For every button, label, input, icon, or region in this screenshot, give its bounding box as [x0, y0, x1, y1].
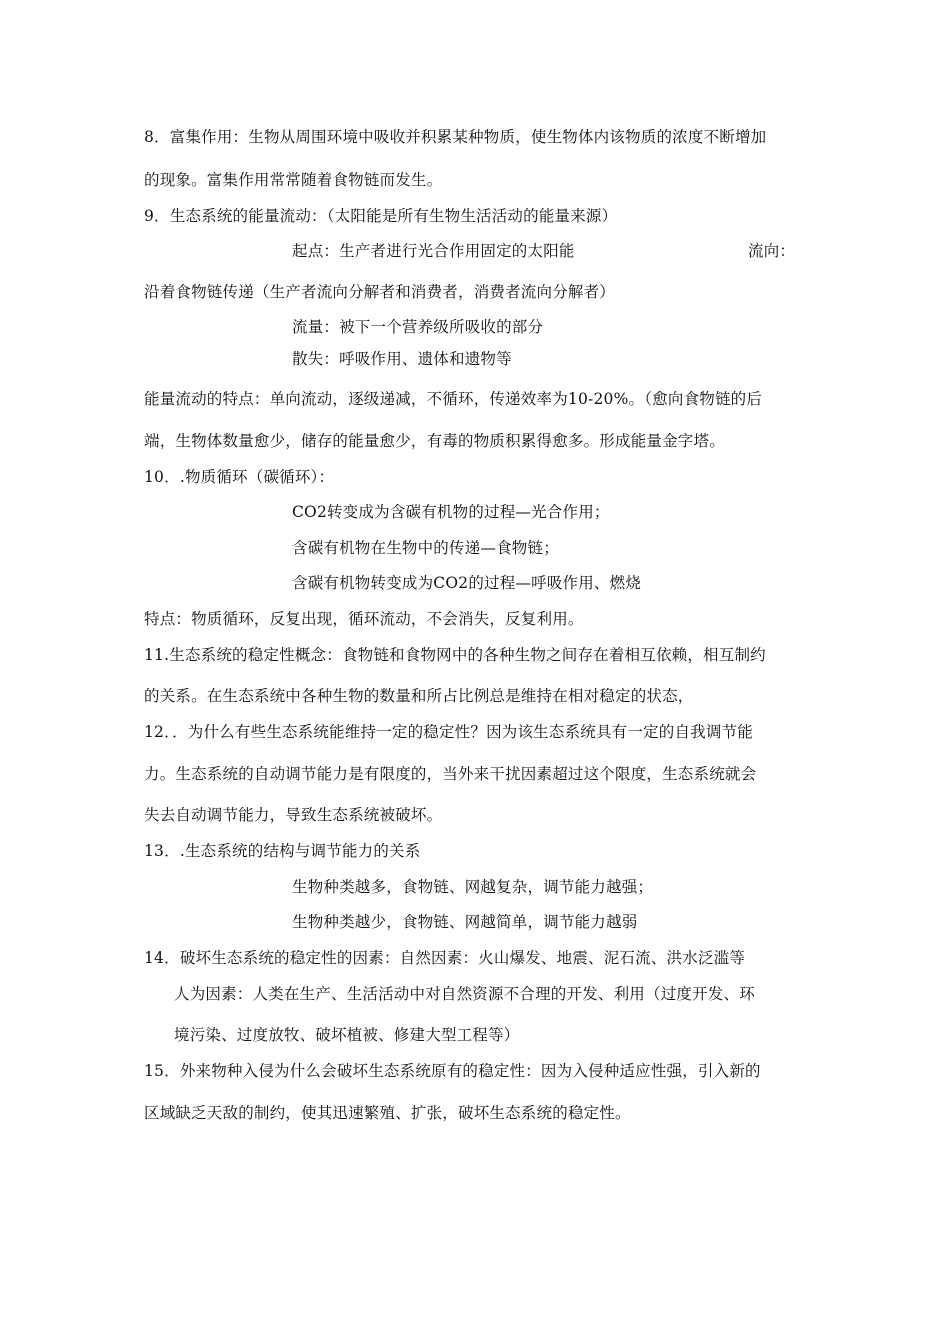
energy-dissipation: 散失：呼吸作用、遗体和遗物等 — [292, 350, 512, 368]
carbon-cycle-feature: 特点：物质循环，反复出现，循环流动，不会消失，反复利用。 — [144, 610, 584, 628]
item-12-line-1: 12．．为什么有些生态系统能维持一定的稳定性？因为该生态系统具有一定的自我调节能 — [144, 723, 753, 741]
item-15-line-1: 15．外来物种入侵为什么会破坏生态系统原有的稳定性：因为入侵种适应性强，引入新的 — [144, 1062, 761, 1080]
item-8-line-2: 的现象。富集作用常常随着食物链而发生。 — [144, 171, 443, 189]
structure-relation-1: 生物种类越多，食物链、网越复杂，调节能力越强； — [292, 878, 654, 896]
item-14-line-3: 境污染、过度放牧、破坏植被、修建大型工程等） — [174, 1026, 520, 1044]
energy-flow-amount: 流量：被下一个营养级所吸收的部分 — [292, 318, 544, 336]
item-14-line-2: 人为因素：人类在生产、生活活动中对自然资源不合理的开发、利用（过度开发、环 — [174, 985, 755, 1003]
item-13-heading: 13．.生态系统的结构与调节能力的关系 — [144, 842, 421, 860]
item-11-line-2: 的关系。在生态系统中各种生物的数量和所占比例总是维持在相对稳定的状态， — [144, 687, 694, 705]
structure-relation-2: 生物种类越少，食物链、网越简单，调节能力越弱 — [292, 913, 638, 931]
item-14-line-1: 14．破坏生态系统的稳定性的因素：自然因素：火山爆发、地震、泥石流、洪水泛滥等 — [144, 949, 746, 967]
item-11-line-1: 11.生态系统的稳定性概念：食物链和食物网中的各种生物之间存在着相互依赖，相互制约 — [144, 646, 766, 664]
energy-direction-label: 流向： — [748, 242, 796, 260]
item-12-line-3: 失去自动调节能力，导致生态系统被破坏。 — [144, 806, 443, 824]
energy-direction-text: 沿着食物链传递（生产者流向分解者和消费者，消费者流向分解者） — [144, 283, 616, 301]
item-9-heading: 9．生态系统的能量流动：（太阳能是所有生物生活活动的能量来源） — [144, 207, 618, 225]
energy-start-point: 起点：生产者进行光合作用固定的太阳能 — [292, 242, 575, 260]
item-8-line-1: 8．富集作用：生物从周围环境中吸收并积累某种物质，使生物体内该物质的浓度不断增加 — [144, 128, 767, 146]
energy-feature-line-1: 能量流动的特点：单向流动，逐级递减，不循环，传递效率为10-20%。（愈向食物链的后 — [144, 390, 763, 408]
item-12-line-2: 力。生态系统的自动调节能力是有限度的，当外来干扰因素超过这个限度，生态系统就会 — [144, 765, 757, 783]
item-10-heading: 10．.物质循环（碳循环）： — [144, 468, 335, 486]
item-15-line-2: 区域缺乏天敌的制约，使其迅速繁殖、扩张，破坏生态系统的稳定性。 — [144, 1104, 631, 1122]
carbon-cycle-step-2: 含碳有机物在生物中的传递—食物链； — [292, 539, 559, 557]
carbon-cycle-step-3: 含碳有机物转变成为CO2的过程—呼吸作用、燃烧 — [292, 574, 642, 592]
carbon-cycle-step-1: CO2转变成为含碳有机物的过程—光合作用； — [292, 503, 610, 521]
energy-feature-line-2: 端，生物体数量愈少，储存的能量愈少，有毒的物质积累得愈多。形成能量金字塔。 — [144, 432, 725, 450]
